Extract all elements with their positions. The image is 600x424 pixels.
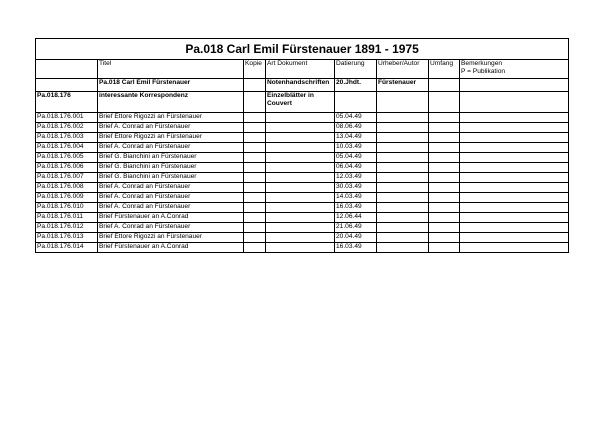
item-signatur: Pa.018.176.006 xyxy=(36,163,98,173)
item-umfang xyxy=(429,243,460,253)
item-urheber xyxy=(377,143,429,153)
item-datierung: 16.03.49 xyxy=(335,243,377,253)
title-row xyxy=(36,39,569,60)
item-titel: Brief G. Bianchini an Fürstenauer xyxy=(98,173,244,183)
item-titel: Brief Fürstenauer an A.Conrad xyxy=(98,243,244,253)
item-kopie xyxy=(244,153,266,163)
item-umfang xyxy=(429,233,460,243)
item-kopie xyxy=(244,203,266,213)
table-row xyxy=(36,163,569,173)
item-art-dokument xyxy=(266,113,335,123)
item-art-dokument xyxy=(266,233,335,243)
series-bemerkungen xyxy=(460,92,569,113)
item-bemerkungen xyxy=(460,223,569,233)
fond-datierung: 20.Jhdt. xyxy=(335,79,377,92)
item-bemerkungen xyxy=(460,123,569,133)
header-kopie: Kopie xyxy=(244,60,266,79)
item-titel: Brief A. Conrad an Fürstenauer xyxy=(98,143,244,153)
fond-umfang xyxy=(429,79,460,92)
item-umfang xyxy=(429,213,460,223)
fond-urheber: Fürstenauer xyxy=(377,79,429,92)
fond-signatur xyxy=(36,79,98,92)
item-datierung: 05.04.49 xyxy=(335,153,377,163)
item-art-dokument xyxy=(266,153,335,163)
item-umfang xyxy=(429,203,460,213)
item-art-dokument xyxy=(266,193,335,203)
table-row xyxy=(36,223,569,233)
header-titel: Titel xyxy=(98,60,244,79)
item-bemerkungen xyxy=(460,173,569,183)
item-kopie xyxy=(244,123,266,133)
series-datierung xyxy=(335,92,377,113)
header-signatur xyxy=(36,60,98,79)
item-art-dokument xyxy=(266,213,335,223)
item-kopie xyxy=(244,223,266,233)
item-urheber xyxy=(377,193,429,203)
item-art-dokument xyxy=(266,123,335,133)
item-datierung: 14.03.49 xyxy=(335,193,377,203)
header-bemerkungen-line1: Bemerkungen xyxy=(461,60,503,67)
table-row xyxy=(36,203,569,213)
item-bemerkungen xyxy=(460,163,569,173)
item-art-dokument xyxy=(266,183,335,193)
item-kopie xyxy=(244,233,266,243)
header-art-dokument: Art Dokument xyxy=(266,60,335,79)
item-signatur: Pa.018.176.010 xyxy=(36,203,98,213)
item-urheber xyxy=(377,223,429,233)
header-urheber: Urheber/Autor xyxy=(377,60,429,79)
item-umfang xyxy=(429,113,460,123)
table-row xyxy=(36,183,569,193)
item-kopie xyxy=(244,183,266,193)
table-row xyxy=(36,193,569,203)
item-signatur: Pa.018.176.011 xyxy=(36,213,98,223)
header-bemerkungen-line2: P = Publikation xyxy=(461,68,506,75)
item-urheber xyxy=(377,163,429,173)
item-bemerkungen xyxy=(460,133,569,143)
item-signatur: Pa.018.176.012 xyxy=(36,223,98,233)
item-titel: Brief A. Conrad an Fürstenauer xyxy=(98,193,244,203)
item-datierung: 12.03.49 xyxy=(335,173,377,183)
item-signatur: Pa.018.176.004 xyxy=(36,143,98,153)
inventory-sheet xyxy=(35,38,568,253)
table-row xyxy=(36,243,569,253)
item-urheber xyxy=(377,183,429,193)
item-urheber xyxy=(377,233,429,243)
header-row xyxy=(36,60,569,79)
item-art-dokument xyxy=(266,163,335,173)
item-signatur: Pa.018.176.013 xyxy=(36,233,98,243)
item-urheber xyxy=(377,213,429,223)
table-row xyxy=(36,213,569,223)
item-urheber xyxy=(377,173,429,183)
item-titel: Brief Ettore Rigozzi an Fürstenauer xyxy=(98,113,244,123)
item-kopie xyxy=(244,173,266,183)
table-row xyxy=(36,233,569,243)
series-kopie xyxy=(244,92,266,113)
item-umfang xyxy=(429,143,460,153)
table-row xyxy=(36,133,569,143)
item-datierung: 08.06.49 xyxy=(335,123,377,133)
item-bemerkungen xyxy=(460,243,569,253)
item-urheber xyxy=(377,123,429,133)
item-bemerkungen xyxy=(460,113,569,123)
item-titel: Brief Ettore Rigozzi an Fürstenauer xyxy=(98,233,244,243)
series-row xyxy=(36,92,569,113)
header-bemerkungen xyxy=(460,60,569,79)
item-datierung: 13.04.49 xyxy=(335,133,377,143)
item-umfang xyxy=(429,123,460,133)
item-signatur: Pa.018.176.003 xyxy=(36,133,98,143)
item-datierung: 10.03.49 xyxy=(335,143,377,153)
table-row xyxy=(36,153,569,163)
item-signatur: Pa.018.176.009 xyxy=(36,193,98,203)
item-titel: Brief G. Bianchini an Fürstenauer xyxy=(98,163,244,173)
document-title: Pa.018 Carl Emil Fürstenauer 1891 - 1975 xyxy=(36,39,569,60)
item-art-dokument xyxy=(266,143,335,153)
item-titel: Brief Ettore Rigozzi an Fürstenauer xyxy=(98,133,244,143)
item-titel: Brief A. Conrad an Fürstenauer xyxy=(98,123,244,133)
series-signatur: Pa.018.176 xyxy=(36,92,98,113)
item-umfang xyxy=(429,183,460,193)
item-titel: Brief A. Conrad an Fürstenauer xyxy=(98,183,244,193)
fond-bemerkungen xyxy=(460,79,569,92)
table-row xyxy=(36,123,569,133)
item-titel: Brief A. Conrad an Fürstenauer xyxy=(98,223,244,233)
item-umfang xyxy=(429,153,460,163)
item-titel: Brief G. Bianchini an Fürstenauer xyxy=(98,153,244,163)
series-umfang xyxy=(429,92,460,113)
item-bemerkungen xyxy=(460,203,569,213)
item-datierung: 12.06.44 xyxy=(335,213,377,223)
item-kopie xyxy=(244,243,266,253)
fond-titel: Pa.018 Carl Emil Fürstenauer xyxy=(98,79,244,92)
table-row xyxy=(36,173,569,183)
item-urheber xyxy=(377,153,429,163)
fond-kopie xyxy=(244,79,266,92)
item-datierung: 20.04.49 xyxy=(335,233,377,243)
header-datierung: Datierung xyxy=(335,60,377,79)
item-titel: Brief A. Conrad an Fürstenauer xyxy=(98,203,244,213)
item-bemerkungen xyxy=(460,233,569,243)
series-titel: interessante Korrespondenz xyxy=(98,92,244,113)
inventory-table xyxy=(35,38,569,253)
item-datierung: 16.03.49 xyxy=(335,203,377,213)
item-umfang xyxy=(429,133,460,143)
item-umfang xyxy=(429,173,460,183)
item-umfang xyxy=(429,163,460,173)
fond-art-text: Notenhandschriften xyxy=(267,79,330,86)
item-kopie xyxy=(244,113,266,123)
header-umfang: Umfang xyxy=(429,60,460,79)
item-datierung: 30.03.49 xyxy=(335,183,377,193)
item-art-dokument xyxy=(266,133,335,143)
item-umfang xyxy=(429,223,460,233)
item-signatur: Pa.018.176.008 xyxy=(36,183,98,193)
item-art-dokument xyxy=(266,203,335,213)
table-row xyxy=(36,143,569,153)
item-umfang xyxy=(429,193,460,203)
series-urheber xyxy=(377,92,429,113)
item-kopie xyxy=(244,193,266,203)
item-kopie xyxy=(244,133,266,143)
item-urheber xyxy=(377,243,429,253)
item-bemerkungen xyxy=(460,143,569,153)
item-bemerkungen xyxy=(460,183,569,193)
item-signatur: Pa.018.176.005 xyxy=(36,153,98,163)
item-titel: Brief Fürstenauer an A.Conrad xyxy=(98,213,244,223)
item-signatur: Pa.018.176.002 xyxy=(36,123,98,133)
series-art-dokument: Einzelblätter in Couvert xyxy=(266,92,335,113)
item-art-dokument xyxy=(266,173,335,183)
fond-art-dokument xyxy=(266,79,335,92)
item-signatur: Pa.018.176.007 xyxy=(36,173,98,183)
item-kopie xyxy=(244,213,266,223)
item-datierung: 05.04.49 xyxy=(335,113,377,123)
fond-row xyxy=(36,79,569,92)
item-kopie xyxy=(244,143,266,153)
item-kopie xyxy=(244,163,266,173)
item-urheber xyxy=(377,203,429,213)
item-urheber xyxy=(377,113,429,123)
item-bemerkungen xyxy=(460,153,569,163)
item-bemerkungen xyxy=(460,193,569,203)
item-bemerkungen xyxy=(460,213,569,223)
item-art-dokument xyxy=(266,223,335,233)
item-datierung: 06.04.49 xyxy=(335,163,377,173)
item-urheber xyxy=(377,133,429,143)
item-datierung: 21.06.49 xyxy=(335,223,377,233)
item-signatur: Pa.018.176.001 xyxy=(36,113,98,123)
table-row xyxy=(36,113,569,123)
item-art-dokument xyxy=(266,243,335,253)
item-signatur: Pa.018.176.014 xyxy=(36,243,98,253)
